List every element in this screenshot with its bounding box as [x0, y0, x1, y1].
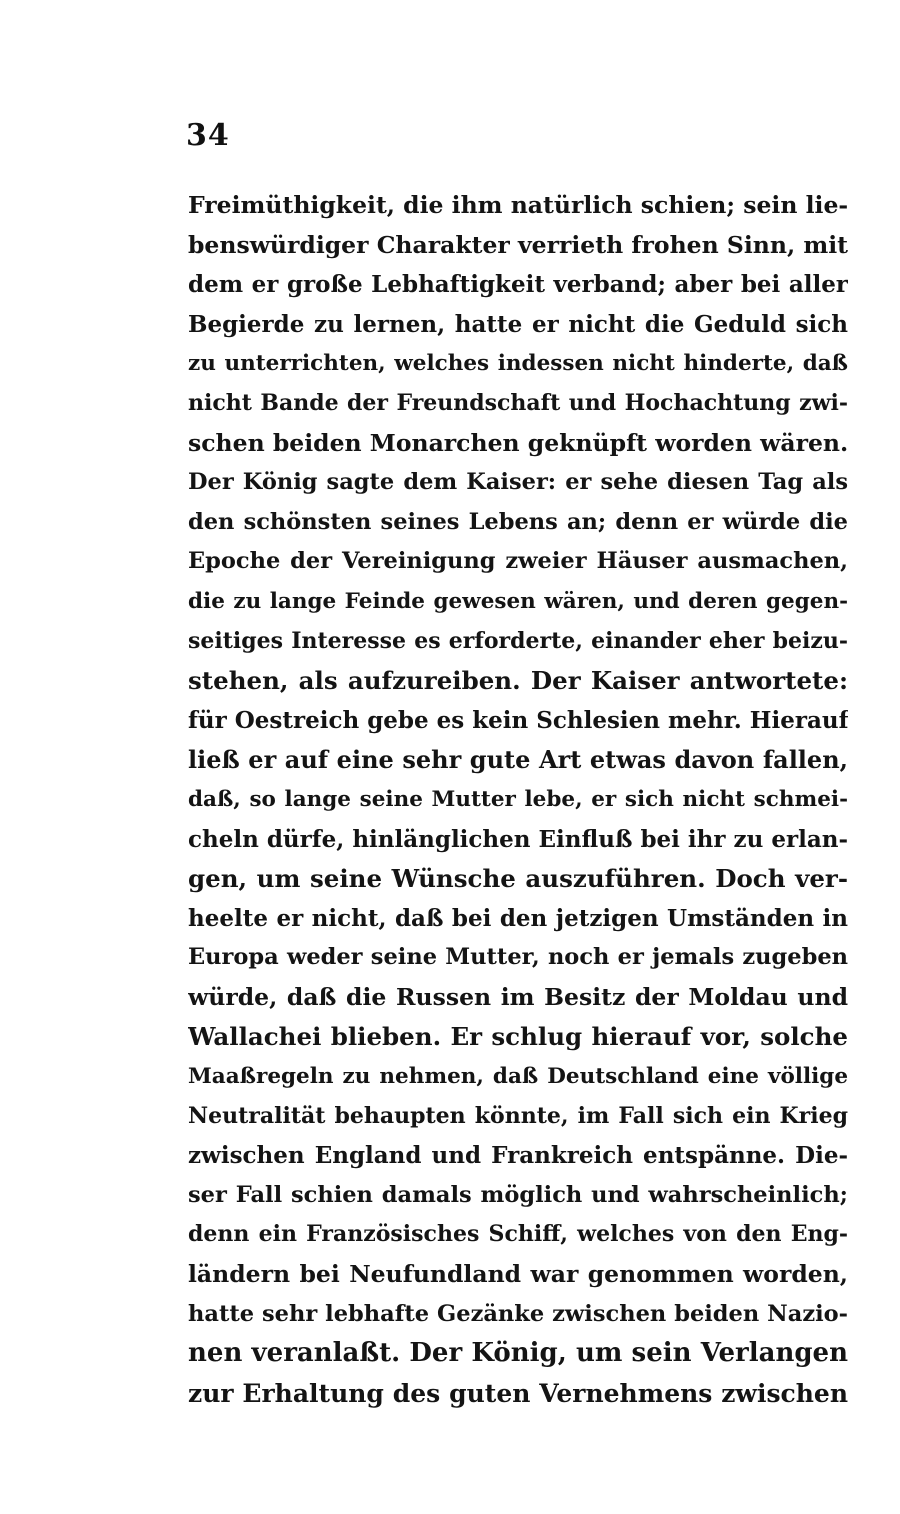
- text-line: ser Fall schien damals möglich und wahrscheinlich;: [188, 1181, 848, 1208]
- text-line: zur Erhaltung des guten Vernehmens zwischen: [188, 1378, 848, 1408]
- text-line: ließ er auf eine sehr gute Art etwas davon fallen,: [188, 745, 848, 775]
- text-line: nicht Bande der Freundschaft und Hochachtung zwi-: [188, 389, 848, 416]
- text-line: schen beiden Monarchen geknüpft worden wären.: [188, 428, 848, 457]
- text-line: Epoche der Vereinigung zweier Häuser ausmachen,: [188, 548, 848, 575]
- text-line: für Oestreich gebe es kein Schlesien mehr. Hierauf: [188, 706, 848, 734]
- text-line: den schönsten seines Lebens an; denn er würde die: [188, 508, 848, 535]
- text-line: hatte sehr lebhafte Gezänke zwischen beiden Nazio-: [188, 1300, 848, 1327]
- text-line: zu unterrichten, welches indessen nicht hinderte, daß: [188, 351, 848, 377]
- text-line: Der König sagte dem Kaiser: er sehe diesen Tag als: [188, 469, 848, 496]
- text-line: die zu lange Feinde gewesen wären, und deren gegen-: [188, 588, 848, 614]
- text-line: Europa weder seine Mutter, noch er jemals zugeben: [188, 944, 848, 971]
- text-line: denn ein Französisches Schiff, welches von den Eng-: [188, 1221, 848, 1248]
- page-number: 34: [186, 118, 230, 153]
- text-line: nen veranlaßt. Der König, um sein Verlangen: [188, 1338, 848, 1369]
- text-line: gen, um seine Wünsche auszuführen. Doch ver-: [188, 864, 848, 894]
- text-line: dem er große Lebhaftigkeit verband; aber bei aller: [188, 271, 848, 299]
- text-line: benswürdiger Charakter verrieth frohen Sinn, mit: [188, 230, 848, 259]
- text-line: cheln dürfe, hinlänglichen Einfluß bei ihr zu erlan-: [188, 825, 848, 853]
- text-line: daß, so lange seine Mutter lebe, er sich nicht schmei-: [188, 786, 848, 812]
- text-line: Begierde zu lernen, hatte er nicht die Geduld sich: [188, 310, 848, 338]
- text-line: Neutralität behaupten könnte, im Fall sich ein Krieg: [188, 1102, 848, 1129]
- text-line: stehen, als aufzureiben. Der Kaiser antwortete:: [188, 666, 848, 696]
- text-line: würde, daß die Russen im Besitz der Moldau und: [188, 982, 848, 1011]
- text-line: ländern bei Neufundland war genommen worden,: [188, 1260, 848, 1289]
- text-line: Freimüthigkeit, die ihm natürlich schien; sein lie-: [188, 191, 848, 219]
- text-line: zwischen England und Frankreich entspänne. Die-: [188, 1142, 848, 1170]
- text-line: Maaßregeln zu nehmen, daß Deutschland eine völlige: [188, 1064, 848, 1090]
- text-line: Wallachei blieben. Er schlug hierauf vor, solche: [188, 1022, 848, 1052]
- body-text: [188, 186, 848, 1413]
- text-line: heelte er nicht, daß bei den jetzigen Umständen in: [188, 904, 848, 932]
- text-line: seitiges Interesse es erforderte, einander eher beizu-: [188, 627, 848, 654]
